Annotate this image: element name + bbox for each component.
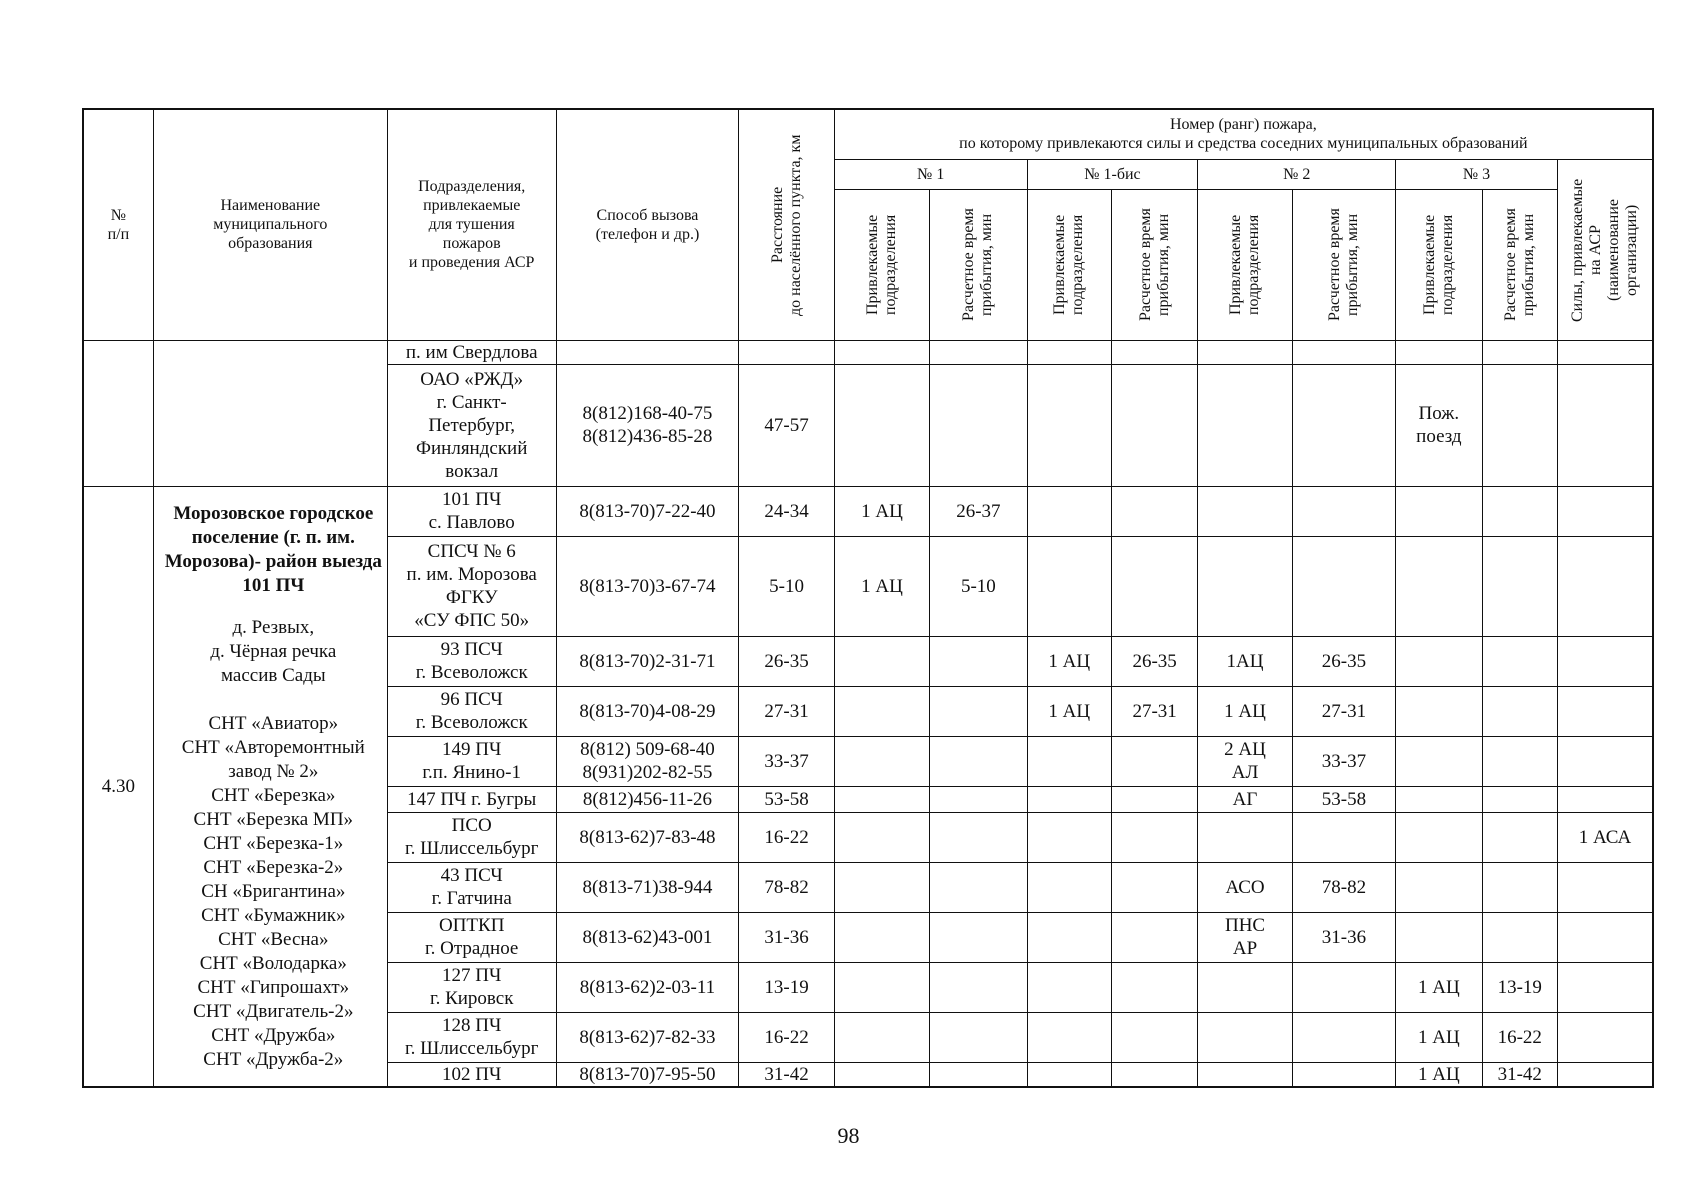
cell-r1bis-units: [1027, 1062, 1111, 1087]
cell-r2-units: АСО: [1198, 862, 1292, 912]
cell-call: 8(813-70)2-31-71: [556, 636, 739, 686]
header-municipality: Наименование муниципального образования: [153, 109, 387, 340]
settlement-item: СНТ «Гипрошахт»: [197, 977, 350, 998]
cell-r1bis-units: [1027, 912, 1111, 962]
cell-r1-time: 26-37: [930, 486, 1027, 536]
cell-asr: [1557, 1012, 1653, 1062]
cell-asr: [1557, 636, 1653, 686]
cell-r1bis-units: [1027, 1012, 1111, 1062]
header-units: Подразделения, привлекаемые для тушения пожаров и проведения АСР: [387, 109, 556, 340]
settlement-item: д. Резвых,: [232, 617, 315, 638]
header-rank-2: № 2: [1198, 159, 1396, 189]
cell-distance: [739, 340, 834, 364]
cell-unit: 128 ПЧ г. Шлиссельбург: [387, 1012, 556, 1062]
cell-r3-units: [1396, 536, 1482, 636]
settlement-item: СНТ «Весна»: [218, 929, 329, 950]
cell-r1bis-time: [1111, 364, 1197, 486]
cell-asr: [1557, 1062, 1653, 1087]
cell-r1-time: [930, 686, 1027, 736]
cell-r3-time: [1482, 736, 1557, 786]
cell-asr: [1557, 962, 1653, 1012]
cell-r1bis-units: 1 АЦ: [1027, 636, 1111, 686]
settlement-item: СНТ «Бумажник»: [201, 905, 346, 926]
cell-unit: 43 ПСЧ г. Гатчина: [387, 862, 556, 912]
cell-r1-units: [834, 364, 929, 486]
cell-r1bis-time: [1111, 536, 1197, 636]
cell-r3-units: [1396, 686, 1482, 736]
cell-r1bis-units: [1027, 536, 1111, 636]
cell-r1-time: [930, 1062, 1027, 1087]
page-number: 98: [837, 1123, 860, 1148]
cell-r3-time: [1482, 812, 1557, 862]
cell-r2-units: [1198, 536, 1292, 636]
header-asr-label: Силы, привлекаемые на АСР (наименование организации): [1568, 177, 1640, 322]
cell-municipality: [153, 486, 387, 1087]
cell-r2-time: [1292, 1012, 1395, 1062]
cell-distance: 16-22: [739, 812, 834, 862]
settlement-item: СНТ «Дружба»: [211, 1025, 336, 1046]
header-rank-3: № 3: [1396, 159, 1558, 189]
header-number: № п/п: [83, 109, 153, 340]
settlement-item: СНТ «Двигатель-2»: [193, 1001, 354, 1022]
cell-r2-units: [1198, 812, 1292, 862]
cell-r3-time: [1482, 786, 1557, 812]
header-r1bis-units: Привлекаемые подразделения: [1027, 189, 1111, 340]
cell-r1-time: 5-10: [930, 536, 1027, 636]
header-rank-1bis: № 1-бис: [1027, 159, 1198, 189]
fire-forces-table: [82, 108, 1654, 1088]
cell-r1-time: [930, 786, 1027, 812]
cell-r2-time: [1292, 1062, 1395, 1087]
cell-r1bis-time: [1111, 736, 1197, 786]
cell-r3-units: 1 АЦ: [1396, 1012, 1482, 1062]
settlement-item: СНТ «Володарка»: [199, 953, 347, 974]
table-row: [83, 340, 1653, 364]
cell-r3-time: 31-42: [1482, 1062, 1557, 1087]
cell-r2-units: 1 АЦ: [1198, 686, 1292, 736]
cell-call: 8(813-62)2-03-11: [556, 962, 739, 1012]
cell-r2-time: [1292, 340, 1395, 364]
cell-r1-time: [930, 1012, 1027, 1062]
cell-r1bis-time: [1111, 786, 1197, 812]
header-r2-time: Расчетное время прибытия, мин: [1292, 189, 1395, 340]
cell-unit: 102 ПЧ: [387, 1062, 556, 1087]
header-call-method: Способ вызова (телефон и др.): [556, 109, 739, 340]
cell-r1-units: [834, 686, 929, 736]
header-r3-time: Расчетное время прибытия, мин: [1482, 189, 1557, 340]
cell-asr: [1557, 686, 1653, 736]
cell-r3-units: [1396, 736, 1482, 786]
header-r1-units: Привлекаемые подразделения: [834, 189, 929, 340]
cell-r3-units: [1396, 486, 1482, 536]
cell-r2-time: 26-35: [1292, 636, 1395, 686]
cell-distance: 47-57: [739, 364, 834, 486]
cell-distance: 16-22: [739, 1012, 834, 1062]
cell-r1bis-time: [1111, 1062, 1197, 1087]
cell-r1-units: 1 АЦ: [834, 486, 929, 536]
cell-r1bis-units: [1027, 364, 1111, 486]
cell-unit: 96 ПСЧ г. Всеволожск: [387, 686, 556, 736]
cell-call: 8(813-70)7-22-40: [556, 486, 739, 536]
cell-unit: 93 ПСЧ г. Всеволожск: [387, 636, 556, 686]
cell-r2-units: 1АЦ: [1198, 636, 1292, 686]
cell-r2-time: 78-82: [1292, 862, 1395, 912]
cell-distance: 5-10: [739, 536, 834, 636]
cell-r2-units: [1198, 340, 1292, 364]
settlement-item: массив Сады: [221, 665, 326, 686]
table-body: [83, 340, 1653, 1087]
cell-asr: [1557, 862, 1653, 912]
cell-r1-units: [834, 912, 929, 962]
cell-r1bis-units: [1027, 812, 1111, 862]
cell-unit: 101 ПЧ с. Павлово: [387, 486, 556, 536]
cell-distance: 33-37: [739, 736, 834, 786]
header-distance-label: Расстояние до населённого пункта, км: [768, 134, 804, 316]
cell-r2-units: АГ: [1198, 786, 1292, 812]
cell-asr: [1557, 912, 1653, 962]
cell-municipality-empty: [153, 340, 387, 486]
cell-r1-units: [834, 340, 929, 364]
cell-r3-time: [1482, 686, 1557, 736]
cell-unit: 127 ПЧ г. Кировск: [387, 962, 556, 1012]
cell-asr: [1557, 736, 1653, 786]
settlement-item: СН «Бригантина»: [201, 881, 346, 902]
cell-r1-time: [930, 736, 1027, 786]
cell-r3-time: [1482, 912, 1557, 962]
cell-r3-units: [1396, 636, 1482, 686]
header-rank-1: № 1: [834, 159, 1027, 189]
cell-r1bis-time: [1111, 1012, 1197, 1062]
cell-r1bis-time: [1111, 862, 1197, 912]
cell-r1bis-units: 1 АЦ: [1027, 686, 1111, 736]
cell-call: [556, 340, 739, 364]
cell-r1-units: [834, 862, 929, 912]
cell-r1-units: [834, 736, 929, 786]
cell-r1-units: [834, 636, 929, 686]
cell-r1bis-units: [1027, 736, 1111, 786]
cell-r2-units: [1198, 1062, 1292, 1087]
header-r2-units: Привлекаемые подразделения: [1198, 189, 1292, 340]
cell-asr: [1557, 340, 1653, 364]
cell-r2-units: [1198, 364, 1292, 486]
cell-distance: 13-19: [739, 962, 834, 1012]
cell-r1-units: [834, 1062, 929, 1087]
cell-r3-time: 16-22: [1482, 1012, 1557, 1062]
settlement-item: СНТ «Березка МП»: [193, 809, 354, 830]
cell-r1-time: [930, 862, 1027, 912]
cell-unit: ОАО «РЖД» г. Санкт- Петербург, Финляндский вокзал: [387, 364, 556, 486]
settlement-item: СНТ «Авиатор»: [208, 713, 339, 734]
cell-unit: 149 ПЧ г.п. Янино-1: [387, 736, 556, 786]
settlement-item: СНТ «Березка-2»: [203, 857, 344, 878]
cell-r3-time: [1482, 486, 1557, 536]
settlement-item: д. Чёрная речка: [210, 641, 337, 662]
cell-r1-units: [834, 812, 929, 862]
cell-r3-time: 13-19: [1482, 962, 1557, 1012]
cell-r3-units: [1396, 862, 1482, 912]
settlement-item: СНТ «Березка»: [211, 785, 336, 806]
cell-r1bis-time: 26-35: [1111, 636, 1197, 686]
cell-r1-time: [930, 636, 1027, 686]
cell-r1bis-units: [1027, 962, 1111, 1012]
cell-r1-time: [930, 340, 1027, 364]
cell-r1bis-time: 27-31: [1111, 686, 1197, 736]
cell-r2-time: [1292, 364, 1395, 486]
cell-r3-units: [1396, 340, 1482, 364]
cell-r1-units: 1 АЦ: [834, 536, 929, 636]
cell-call: 8(813-62)43-001: [556, 912, 739, 962]
cell-r2-units: 2 АЦ АЛ: [1198, 736, 1292, 786]
cell-unit: п. им Свердлова: [387, 340, 556, 364]
cell-call: 8(812) 509-68-40 8(931)202-82-55: [556, 736, 739, 786]
cell-r2-time: [1292, 486, 1395, 536]
header-r1bis-time: Расчетное время прибытия, мин: [1111, 189, 1197, 340]
cell-call: 8(813-62)7-83-48: [556, 812, 739, 862]
cell-r1bis-units: [1027, 486, 1111, 536]
cell-asr: [1557, 364, 1653, 486]
cell-r3-time: [1482, 636, 1557, 686]
cell-call: 8(812)168-40-75 8(812)436-85-28: [556, 364, 739, 486]
cell-r3-units: [1396, 912, 1482, 962]
cell-asr: [1557, 536, 1653, 636]
cell-r2-units: ПНС АР: [1198, 912, 1292, 962]
cell-r3-time: [1482, 340, 1557, 364]
municipality-number: 4.30: [101, 775, 136, 797]
cell-r1bis-time: [1111, 812, 1197, 862]
cell-r3-time: [1482, 862, 1557, 912]
cell-number: [83, 486, 153, 1087]
cell-r1bis-units: [1027, 786, 1111, 812]
cell-r1-time: [930, 962, 1027, 1012]
cell-unit: ОПТКП г. Отрадное: [387, 912, 556, 962]
cell-r3-time: [1482, 536, 1557, 636]
cell-call: 8(813-70)4-08-29: [556, 686, 739, 736]
cell-r1bis-time: [1111, 912, 1197, 962]
cell-r2-time: 27-31: [1292, 686, 1395, 736]
cell-r1bis-units: [1027, 340, 1111, 364]
document-sheet: [82, 108, 1654, 1088]
cell-asr: 1 АСА: [1557, 812, 1653, 862]
cell-call: 8(812)456-11-26: [556, 786, 739, 812]
cell-r2-time: 31-36: [1292, 912, 1395, 962]
cell-distance: 24-34: [739, 486, 834, 536]
cell-r1-time: [930, 812, 1027, 862]
settlement-item: СНТ «Авторемонтный завод № 2»: [181, 737, 365, 782]
settlement-item: СНТ «Березка-1»: [203, 833, 344, 854]
cell-call: 8(813-70)3-67-74: [556, 536, 739, 636]
cell-r2-time: [1292, 962, 1395, 1012]
cell-r2-time: [1292, 536, 1395, 636]
cell-call: 8(813-62)7-82-33: [556, 1012, 739, 1062]
header-r1-time: Расчетное время прибытия, мин: [930, 189, 1027, 340]
cell-call: 8(813-70)7-95-50: [556, 1062, 739, 1087]
cell-r1bis-time: [1111, 962, 1197, 1012]
cell-r1bis-units: [1027, 862, 1111, 912]
cell-distance: 53-58: [739, 786, 834, 812]
cell-r1-time: [930, 364, 1027, 486]
header-asr: [1557, 159, 1653, 340]
header-rank-title: Номер (ранг) пожара, по которому привлекаются силы и средства соседних муниципальных образований: [834, 109, 1653, 159]
cell-distance: 27-31: [739, 686, 834, 736]
cell-r3-units: [1396, 786, 1482, 812]
cell-number-empty: [83, 340, 153, 486]
table-header: [83, 109, 1653, 340]
cell-r1-time: [930, 912, 1027, 962]
cell-r1bis-time: [1111, 340, 1197, 364]
cell-r3-units: Пож. поезд: [1396, 364, 1482, 486]
cell-r1bis-time: [1111, 486, 1197, 536]
cell-r3-units: 1 АЦ: [1396, 962, 1482, 1012]
cell-r1-units: [834, 962, 929, 1012]
cell-r2-units: [1198, 1012, 1292, 1062]
cell-distance: 78-82: [739, 862, 834, 912]
cell-r2-time: [1292, 812, 1395, 862]
cell-r3-time: [1482, 364, 1557, 486]
header-distance: [739, 109, 834, 340]
cell-r3-units: [1396, 812, 1482, 862]
cell-unit: ПСО г. Шлиссельбург: [387, 812, 556, 862]
cell-r3-units: 1 АЦ: [1396, 1062, 1482, 1087]
cell-distance: 26-35: [739, 636, 834, 686]
cell-r2-time: 53-58: [1292, 786, 1395, 812]
cell-r2-units: [1198, 486, 1292, 536]
cell-unit: 147 ПЧ г. Бугры: [387, 786, 556, 812]
municipality-title: Морозовское городское поселение (г. п. им. Морозова)- район выезда 101 ПЧ: [164, 503, 382, 596]
cell-unit: СПСЧ № 6 п. им. Морозова ФГКУ «СУ ФПС 50»: [387, 536, 556, 636]
settlement-item: СНТ «Дружба-2»: [203, 1049, 344, 1070]
table-row: [83, 486, 1653, 536]
cell-r2-units: [1198, 962, 1292, 1012]
cell-asr: [1557, 786, 1653, 812]
cell-r2-time: 33-37: [1292, 736, 1395, 786]
header-r3-units: Привлекаемые подразделения: [1396, 189, 1482, 340]
cell-r1-units: [834, 1012, 929, 1062]
cell-asr: [1557, 486, 1653, 536]
cell-distance: 31-42: [739, 1062, 834, 1087]
cell-r1-units: [834, 786, 929, 812]
cell-distance: 31-36: [739, 912, 834, 962]
cell-call: 8(813-71)38-944: [556, 862, 739, 912]
